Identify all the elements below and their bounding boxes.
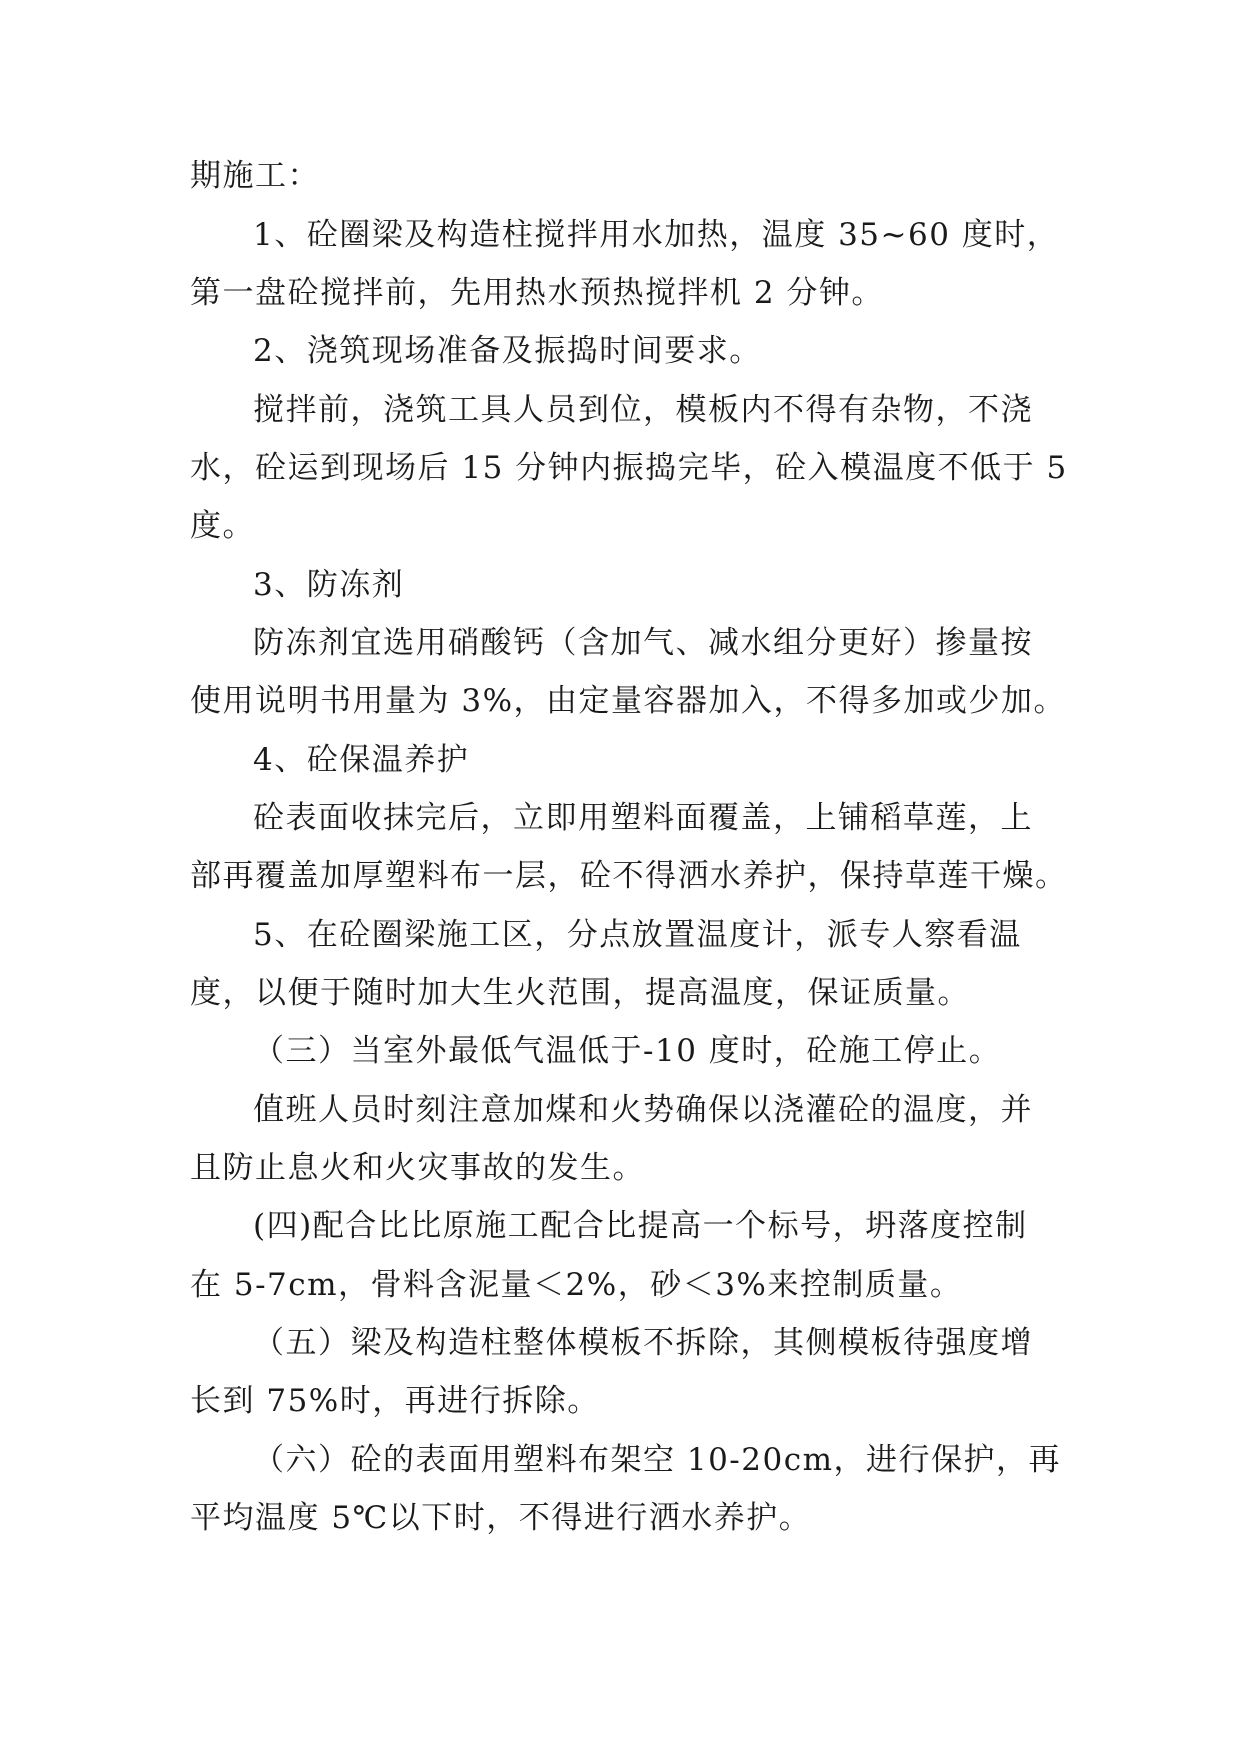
text-line: 期施工：: [190, 158, 320, 194]
text-line: 3、防冻剂: [253, 567, 405, 603]
text-line: 第一盘砼搅拌前，先用热水预热搅拌机 2 分钟。: [190, 275, 884, 311]
text-line: 2、浇筑现场准备及振捣时间要求。: [253, 333, 762, 369]
text-line: （五）梁及构造柱整体模板不拆除，其侧模板待强度增: [253, 1325, 1033, 1361]
text-line: 搅拌前，浇筑工具人员到位，模板内不得有杂物，不浇: [253, 392, 1033, 428]
text-line: 砼表面收抹完后，立即用塑料面覆盖，上铺稻草莲，上: [253, 800, 1033, 836]
text-line: 长到 75%时，再进行拆除。: [190, 1383, 600, 1419]
text-line: 5、在砼圈梁施工区，分点放置温度计，派专人察看温: [253, 917, 1022, 953]
text-line: 且防止息火和火灾事故的发生。: [190, 1150, 645, 1186]
text-line: 在 5-7cm，骨料含泥量＜2%，砂＜3%来控制质量。: [190, 1267, 963, 1303]
text-line: （六）砼的表面用塑料布架空 10-20cm，进行保护，再: [253, 1442, 1061, 1478]
text-line: 部再覆盖加厚塑料布一层，砼不得洒水养护，保持草莲干燥。: [190, 858, 1068, 894]
text-line: （三）当室外最低气温低于-10 度时，砼施工停止。: [253, 1033, 1002, 1069]
text-line: 防冻剂宜选用硝酸钙（含加气、减水组分更好）掺量按: [253, 625, 1033, 661]
text-line: 度，以便于随时加大生火范围，提高温度，保证质量。: [190, 975, 970, 1011]
text-line: 水，砼运到现场后 15 分钟内振捣完毕，砼入模温度不低于 5: [190, 450, 1068, 486]
text-line: (四)配合比比原施工配合比提高一个标号，坍落度控制: [253, 1208, 1028, 1244]
text-line: 度。: [190, 508, 255, 544]
text-line: 1、砼圈梁及构造柱搅拌用水加热，温度 35~60 度时，: [253, 217, 1060, 253]
text-line: 值班人员时刻注意加煤和火势确保以浇灌砼的温度，并: [253, 1092, 1033, 1128]
text-line: 4、砼保温养护: [253, 742, 470, 778]
text-line: 平均温度 5℃以下时，不得进行洒水养护。: [190, 1500, 812, 1536]
text-line: 使用说明书用量为 3%，由定量容器加入，不得多加或少加。: [190, 683, 1067, 719]
